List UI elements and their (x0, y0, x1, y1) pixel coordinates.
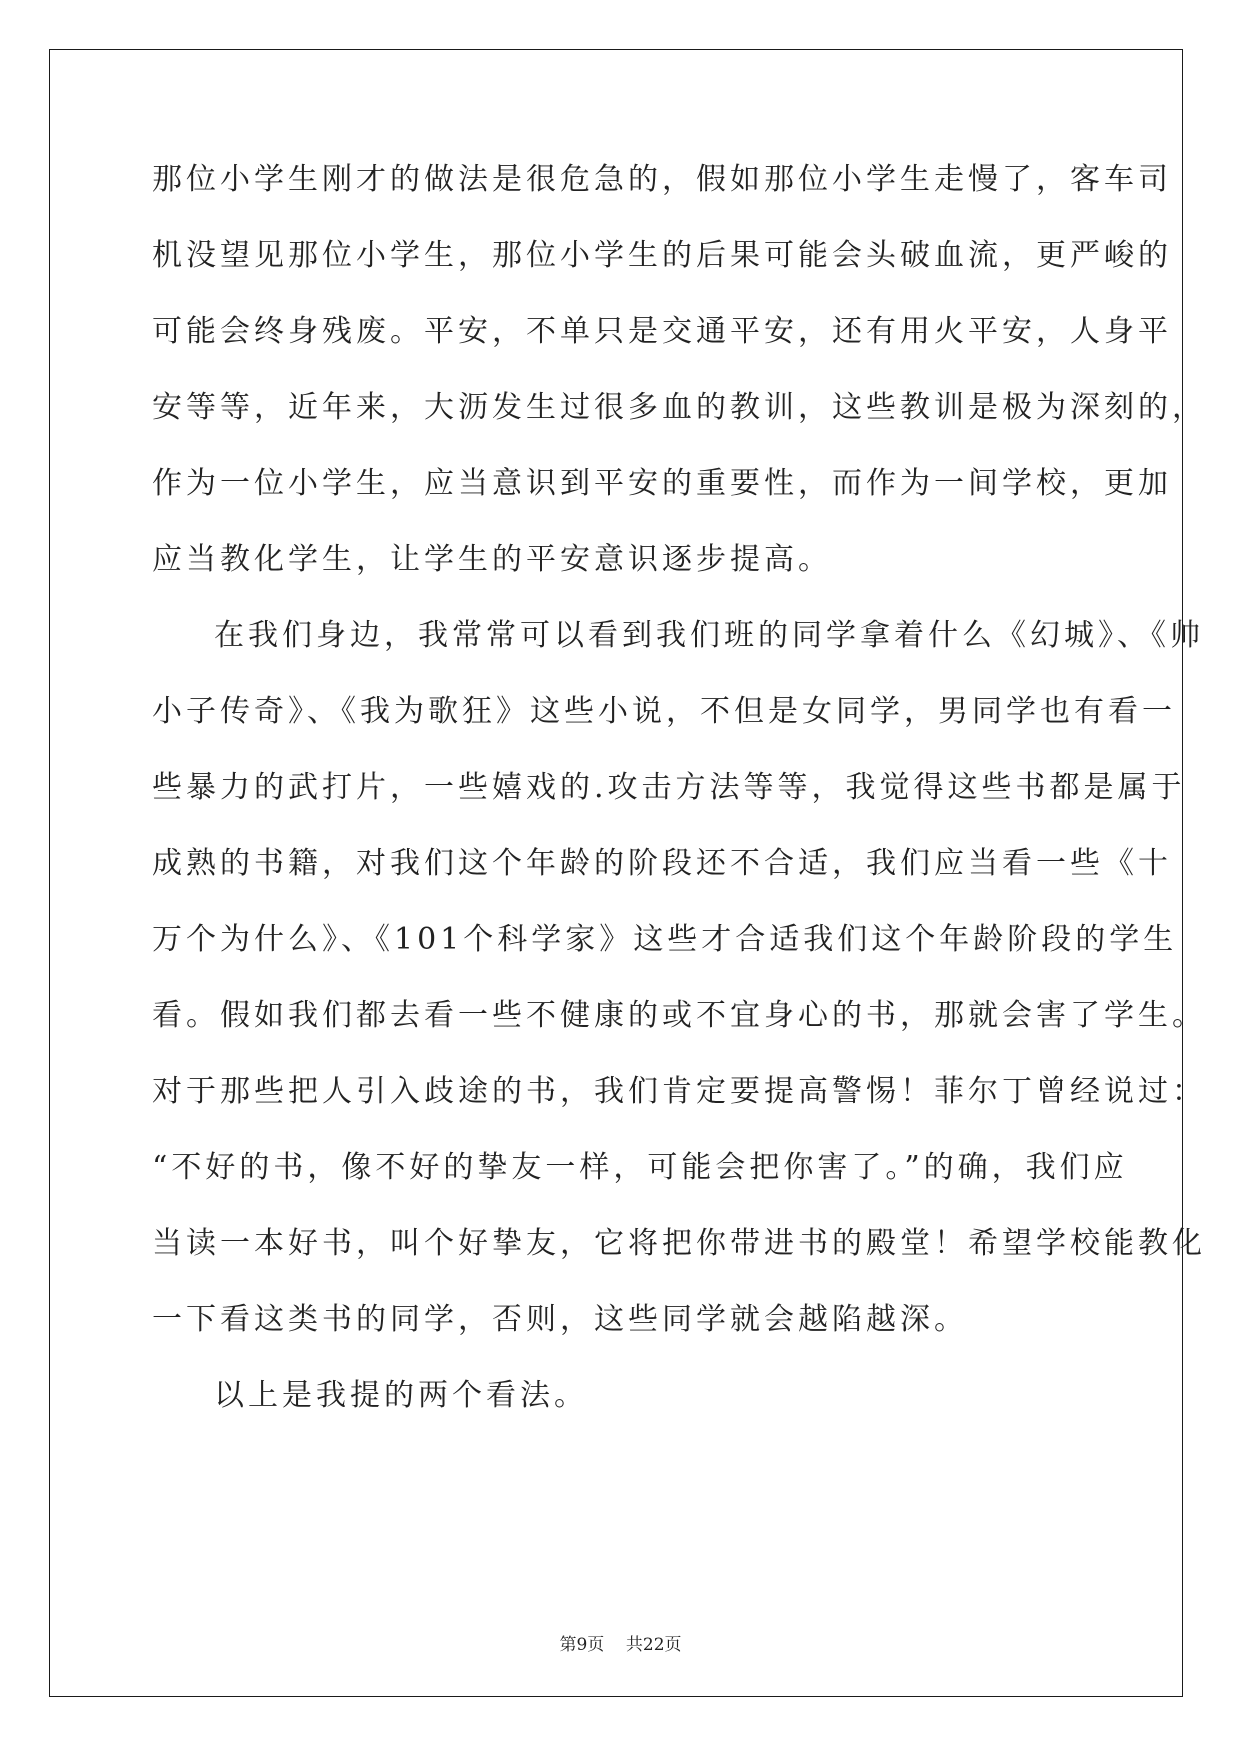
text-line: 可能会终身残废。平安，不单只是交通平安，还有用火平安，人身平 (152, 314, 1172, 349)
text-line: 看。假如我们都去看一些不健康的或不宜身心的书，那就会害了学生。 (152, 998, 1206, 1033)
page-footer (0, 1630, 1241, 1655)
text-line: 些暴力的武打片，一些嬉戏的.攻击方法等等，我觉得这些书都是属于 (152, 770, 1186, 805)
text-line: 应当教化学生，让学生的平安意识逐步提高。 (152, 542, 832, 577)
page-number: 第9页 (559, 1635, 605, 1655)
text-line: 对于那些把人引入歧途的书，我们肯定要提高警惕！菲尔丁曾经说过： (152, 1074, 1206, 1109)
page-total: 共22页 (625, 1635, 682, 1655)
text-line: 安等等，近年来，大沥发生过很多血的教训，这些教训是极为深刻的， (152, 390, 1206, 425)
paragraph-start: 以上是我提的两个看法。 (214, 1378, 588, 1413)
text-line: “不好的书，像不好的挚友一样，可能会把你害了。”的确，我们应 (152, 1150, 1128, 1185)
text-line: 万个为什么》、《101个科学家》这些才合适我们这个年龄阶段的学生 (152, 922, 1178, 957)
text-line: 那位小学生刚才的做法是很危急的，假如那位小学生走慢了，客车司 (152, 162, 1172, 197)
text-line: 当读一本好书，叫个好挚友，它将把你带进书的殿堂！希望学校能教化 (152, 1226, 1206, 1261)
text-line: 作为一位小学生，应当意识到平安的重要性，而作为一间学校，更加 (152, 466, 1172, 501)
text-line: 一下看这类书的同学，否则，这些同学就会越陷越深。 (152, 1302, 968, 1337)
text-line: 机没望见那位小学生，那位小学生的后果可能会头破血流，更严峻的 (152, 238, 1172, 273)
text-line: 成熟的书籍，对我们这个年龄的阶段还不合适，我们应当看一些《十 (152, 846, 1172, 881)
paragraph-start: 在我们身边，我常常可以看到我们班的同学拿着什么《幻城》、《帅 (214, 618, 1204, 653)
text-line: 小子传奇》、《我为歌狂》这些小说，不但是女同学，男同学也有看一 (152, 694, 1176, 729)
